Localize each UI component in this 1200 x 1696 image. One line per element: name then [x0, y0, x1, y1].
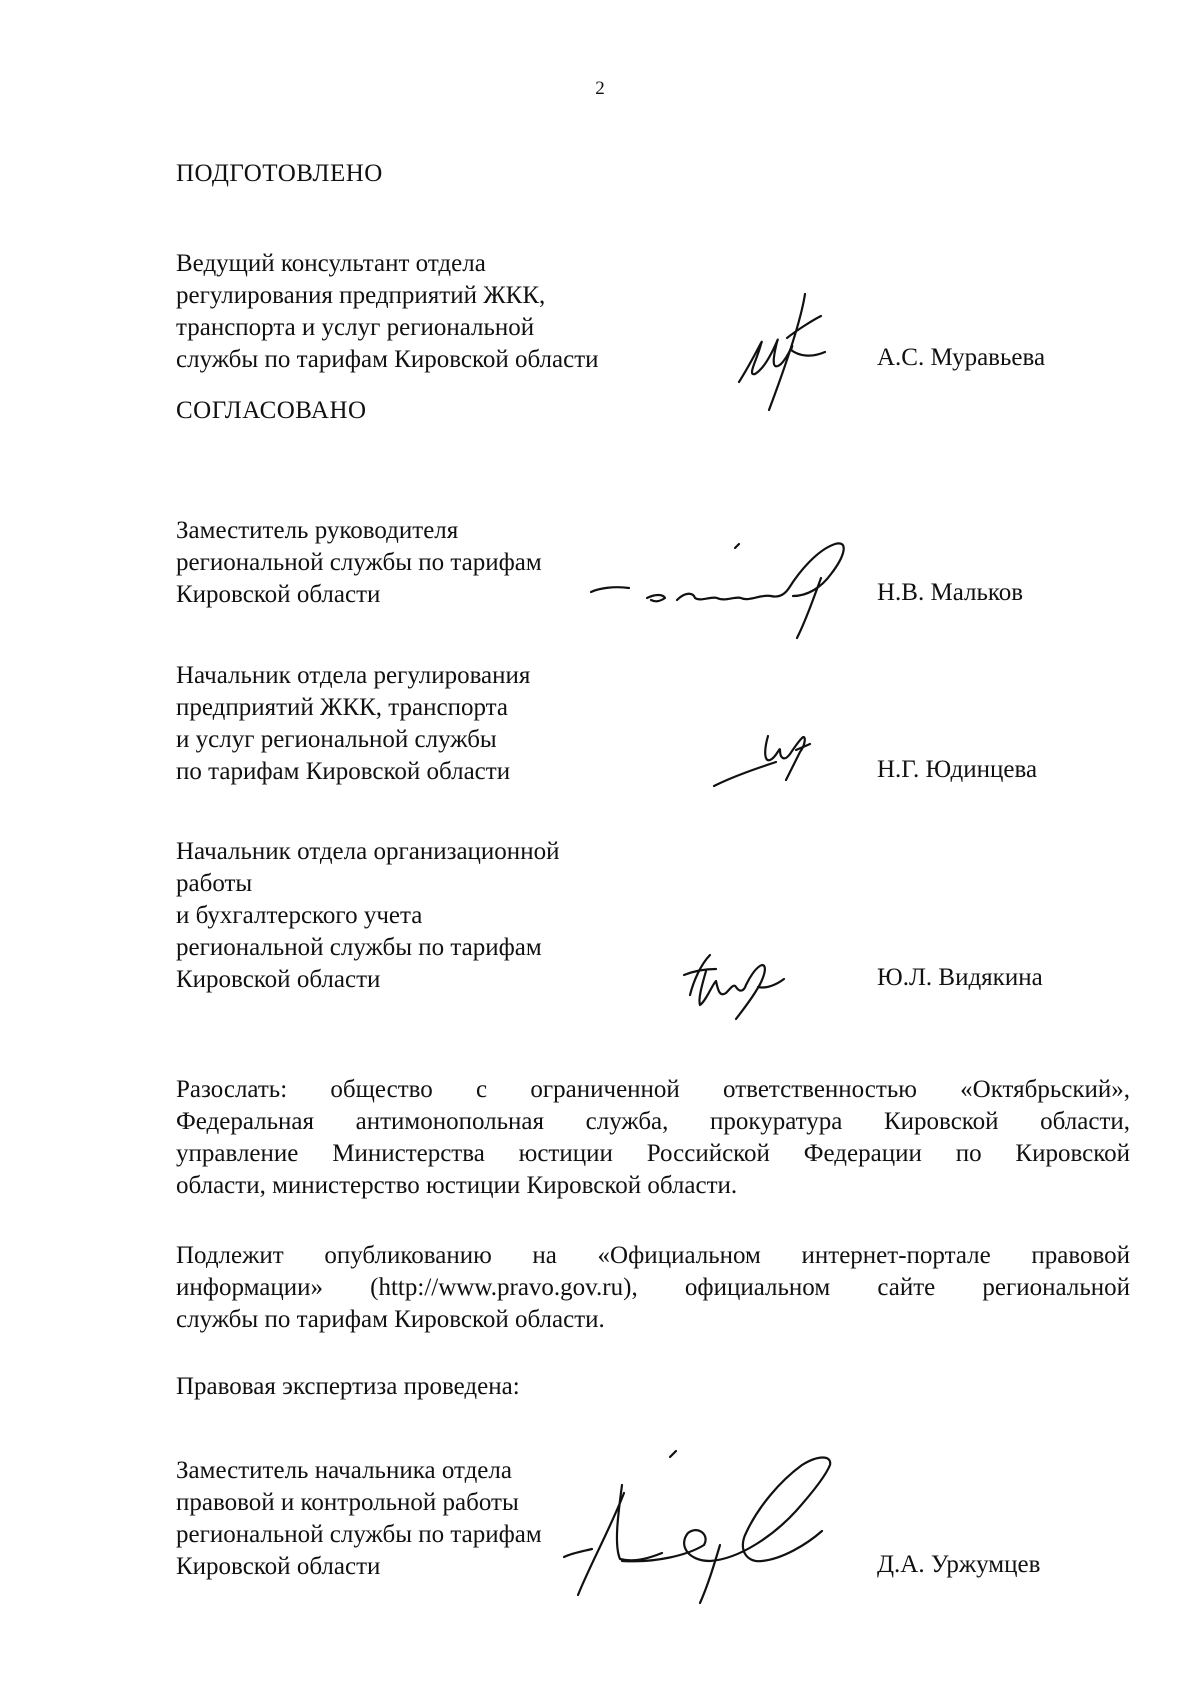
distribution-paragraph — [176, 1074, 1130, 1202]
position-line: предприятий ЖКК, транспорта — [176, 694, 508, 721]
publication-line: информации» (http://www.pravo.gov.ru), официальном сайте региональной — [176, 1274, 1130, 1301]
distribution-line: управление Министерства юстиции Российской Федерации по Кировской — [176, 1140, 1130, 1167]
position-line: региональной службы по тарифам — [176, 1521, 542, 1548]
publication-line: службы по тарифам Кировской области. — [176, 1306, 605, 1333]
prepared-heading: ПОДГОТОВЛЕНО — [176, 160, 383, 187]
signature-urzhumtsev — [560, 1445, 890, 1605]
position-line: Начальник отдела регулирования — [176, 662, 531, 689]
approved-heading: СОГЛАСОВАНО — [176, 397, 367, 424]
position-line: региональной службы по тарифам — [176, 934, 542, 961]
approved-signer-name: Ю.Л. Видякина — [877, 964, 1043, 991]
prepared-signer-name: А.С. Муравьева — [877, 344, 1046, 371]
position-line: по тарифам Кировской области — [176, 758, 511, 785]
signature-muravyeva — [735, 290, 845, 420]
approved-signer-block — [176, 660, 1176, 788]
legal-review-signer-name: Д.А. Уржумцев — [877, 1551, 1041, 1578]
position-line: Кировской области — [176, 1553, 381, 1580]
signature-yudintseva — [710, 722, 820, 792]
position-line: правовой и контрольной работы — [176, 1489, 519, 1516]
position-line: Заместитель руководителя — [176, 517, 459, 544]
position-line: и услуг региональной службы — [176, 726, 497, 753]
approved-signer-name: Н.В. Мальков — [877, 579, 1024, 606]
position-line: Начальник отдела организационной — [176, 838, 560, 865]
publication-line: Подлежит опубликованию на «Официальном интернет-портале правовой — [176, 1242, 1130, 1269]
position-line: регулирования предприятий ЖКК, — [176, 282, 546, 309]
signature-malkov — [585, 530, 905, 650]
position-line: и бухгалтерского учета — [176, 902, 423, 929]
page-number: 2 — [595, 78, 605, 99]
publication-paragraph — [176, 1240, 1130, 1336]
position-line: службы по тарифам Кировской области — [176, 346, 599, 373]
position-line: Кировской области — [176, 966, 381, 993]
position-line: региональной службы по тарифам — [176, 549, 542, 576]
position-line: транспорта и услуг региональной — [176, 314, 535, 341]
position-line: Кировской области — [176, 581, 381, 608]
prepared-signer-block — [176, 248, 1176, 376]
distribution-line: Разослать: общество с ограниченной ответственностью «Октябрьский», — [176, 1076, 1130, 1103]
position-line: работы — [176, 870, 253, 897]
signature-vidyakina — [680, 935, 790, 1025]
legal-review-heading: Правовая экспертиза проведена: — [176, 1373, 520, 1400]
position-line: Ведущий консультант отдела — [176, 250, 486, 277]
approved-signer-block — [176, 836, 1176, 996]
position-line: Заместитель начальника отдела — [176, 1457, 512, 1484]
approved-signer-name: Н.Г. Юдинцева — [877, 756, 1038, 783]
distribution-line: области, министерство юстиции Кировской области. — [176, 1172, 738, 1199]
distribution-line: Федеральная антимонопольная служба, прокуратура Кировской области, — [176, 1108, 1130, 1135]
